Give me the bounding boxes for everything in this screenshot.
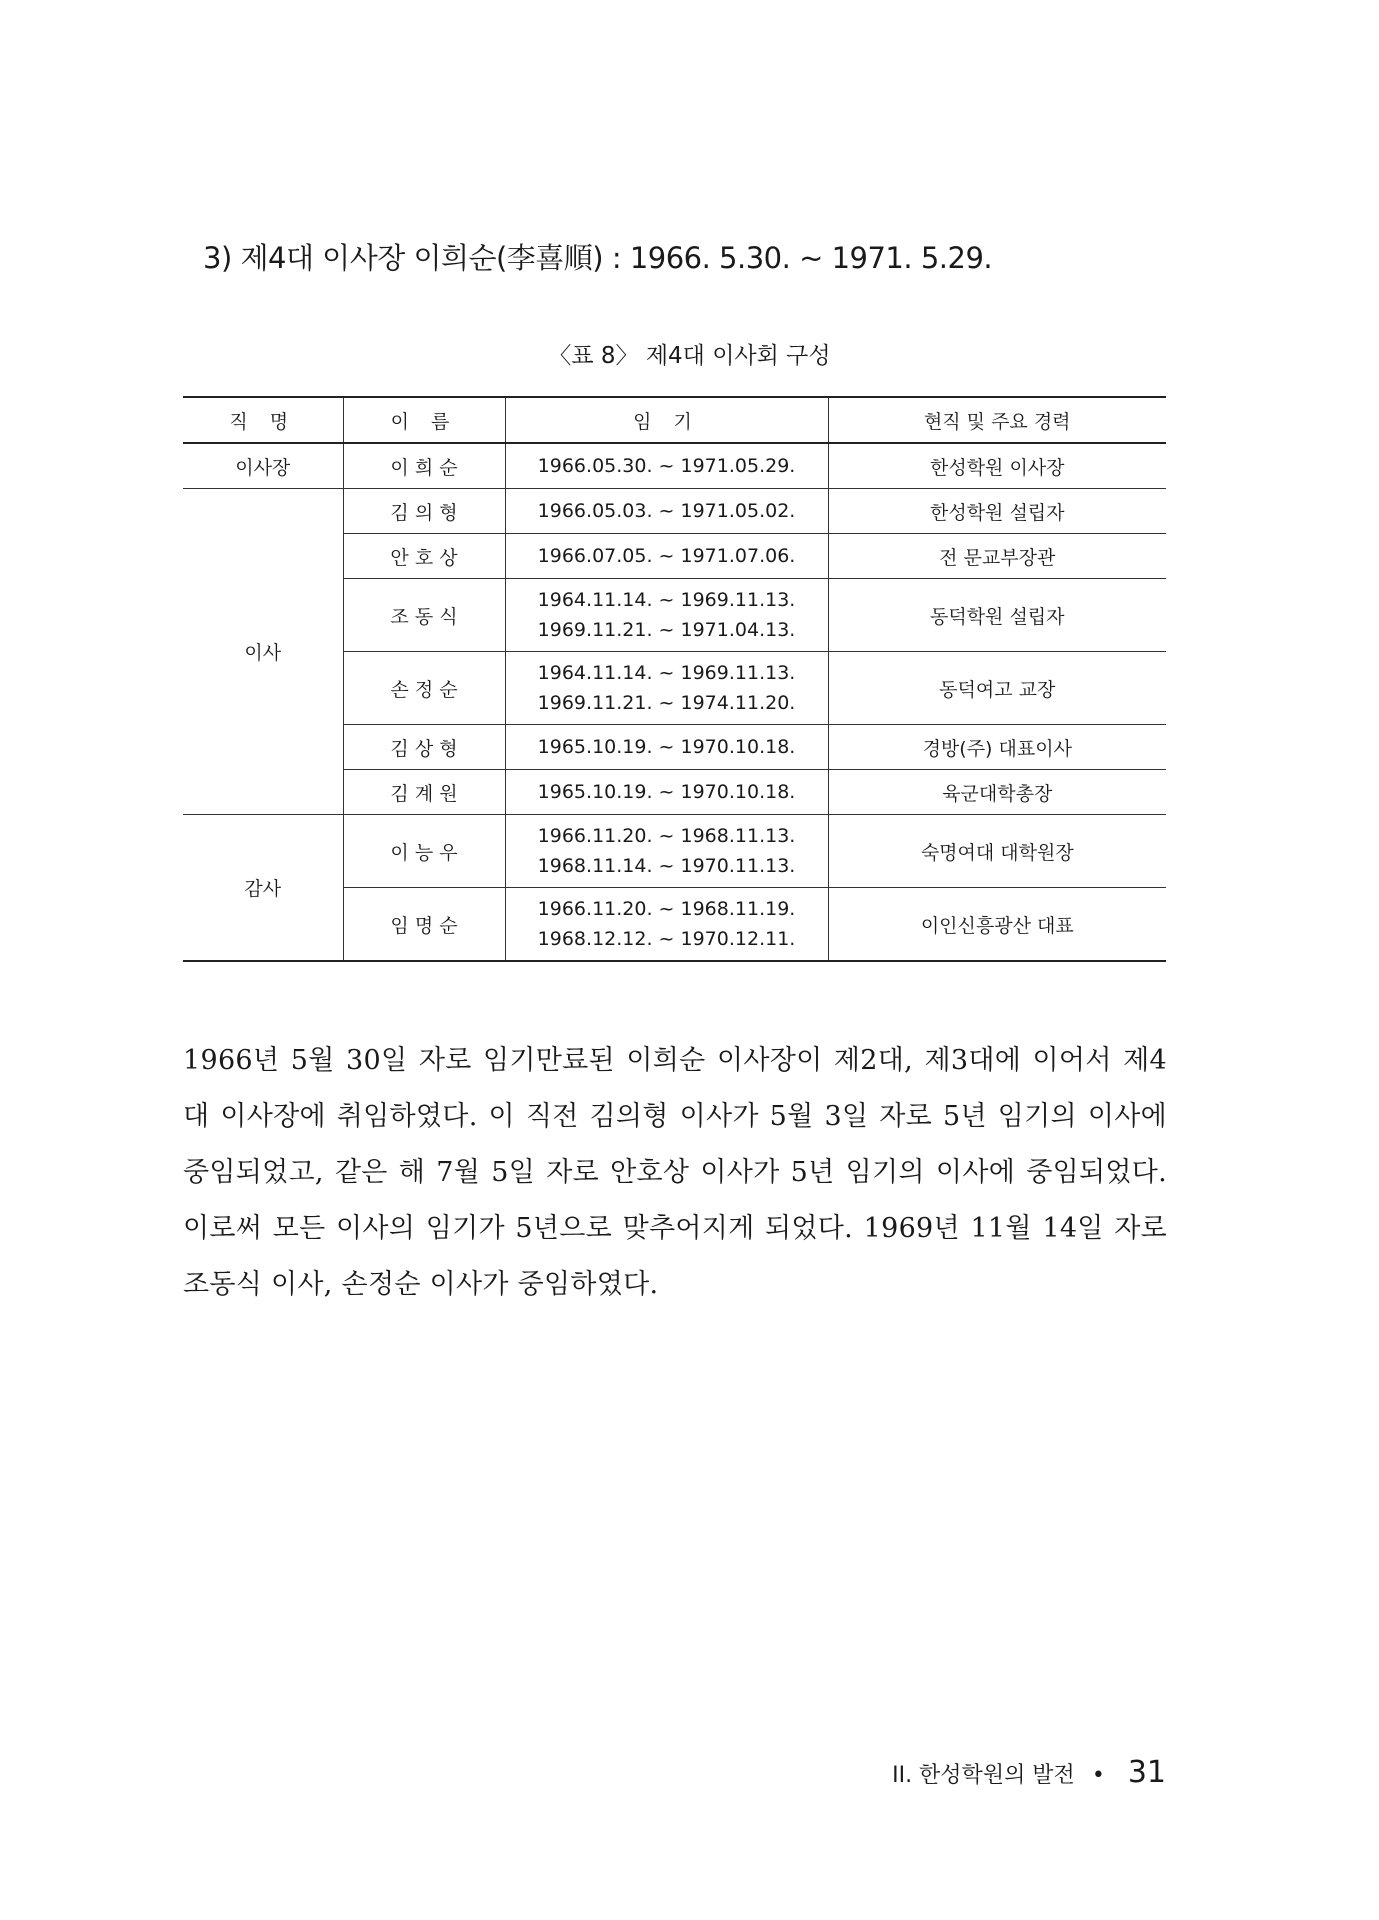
position-cell: 감사 (183, 815, 343, 962)
name-cell: 안 호 상 (343, 534, 505, 579)
term-line: 1968.12.12. ~ 1970.12.11. (537, 928, 796, 950)
career-cell: 이인신흥광산 대표 (828, 888, 1166, 962)
table-row (183, 489, 1166, 534)
term-cell: 1965.10.19. ~ 1970.10.18. (505, 770, 828, 815)
career-cell: 전 문교부장관 (828, 534, 1166, 579)
table-row (183, 815, 1166, 888)
career-cell: 경방(주) 대표이사 (828, 725, 1166, 770)
table-header-row (183, 397, 1166, 443)
career-cell: 한성학원 설립자 (828, 489, 1166, 534)
name-cell: 이 희 순 (343, 443, 505, 489)
bullet-separator: • (1091, 1763, 1105, 1788)
career-cell: 동덕여고 교장 (828, 652, 1166, 725)
position-cell: 이사장 (183, 443, 343, 489)
header-position: 직 명 (183, 397, 343, 443)
chapter-title: II. 한성학원의 발전 (892, 1763, 1075, 1788)
term-line: 1966.11.20. ~ 1968.11.19. (537, 898, 796, 920)
page-footer (892, 1755, 1166, 1790)
position-cell: 이사 (183, 489, 343, 815)
term-line: 1969.11.21. ~ 1974.11.20. (537, 692, 796, 714)
name-cell: 조 동 식 (343, 579, 505, 652)
name-cell: 김 상 형 (343, 725, 505, 770)
term-line: 1968.11.14. ~ 1970.11.13. (537, 855, 796, 877)
career-cell: 육군대학총장 (828, 770, 1166, 815)
body-paragraph: 1966년 5월 30일 자로 임기만료된 이희순 이사장이 제2대, 제3대에 이어서 제4대 이사장에 취임하였다. 이 직전 김의형 이사가 5월 3일 자로 5년 임기의 이사에 중임되었고, 같은 해 7월 5일 자로 안호상 이사가 5년 임기의 이사에 중임되었다. 이로써 모든 이사의 임기가 5년으로 맞추어지게 되었다. 1969년 11월 14일 자로 조동식 이사, 손정순 이사가 중임하였다. (183, 1045, 1167, 1300)
term-cell: 1966.05.30. ~ 1971.05.29. (505, 443, 828, 489)
term-line: 1964.11.14. ~ 1969.11.13. (537, 662, 796, 684)
name-cell: 이 능 우 (343, 815, 505, 888)
term-cell (505, 888, 828, 962)
name-cell: 김 계 원 (343, 770, 505, 815)
term-cell (505, 579, 828, 652)
term-cell: 1966.07.05. ~ 1971.07.06. (505, 534, 828, 579)
header-term: 임 기 (505, 397, 828, 443)
name-cell: 김 의 형 (343, 489, 505, 534)
header-name: 이 름 (343, 397, 505, 443)
section-heading: 3) 제4대 이사장 이희순(李喜順) : 1966. 5.30. ~ 1971. 5.29. (203, 241, 993, 275)
table-caption: 〈표 8〉 제4대 이사회 구성 (548, 343, 831, 369)
term-cell (505, 815, 828, 888)
name-cell: 손 정 순 (343, 652, 505, 725)
term-line: 1969.11.21. ~ 1971.04.13. (537, 619, 796, 641)
career-cell: 한성학원 이사장 (828, 443, 1166, 489)
page-number: 31 (1127, 1755, 1166, 1790)
term-cell: 1965.10.19. ~ 1970.10.18. (505, 725, 828, 770)
term-cell: 1966.05.03. ~ 1971.05.02. (505, 489, 828, 534)
term-line: 1966.11.20. ~ 1968.11.13. (537, 825, 796, 847)
term-cell (505, 652, 828, 725)
board-table (183, 396, 1166, 962)
term-line: 1964.11.14. ~ 1969.11.13. (537, 589, 796, 611)
name-cell: 임 명 순 (343, 888, 505, 962)
career-cell: 동덕학원 설립자 (828, 579, 1166, 652)
career-cell: 숙명여대 대학원장 (828, 815, 1166, 888)
header-career: 현직 및 주요 경력 (828, 397, 1166, 443)
table-row (183, 443, 1166, 489)
